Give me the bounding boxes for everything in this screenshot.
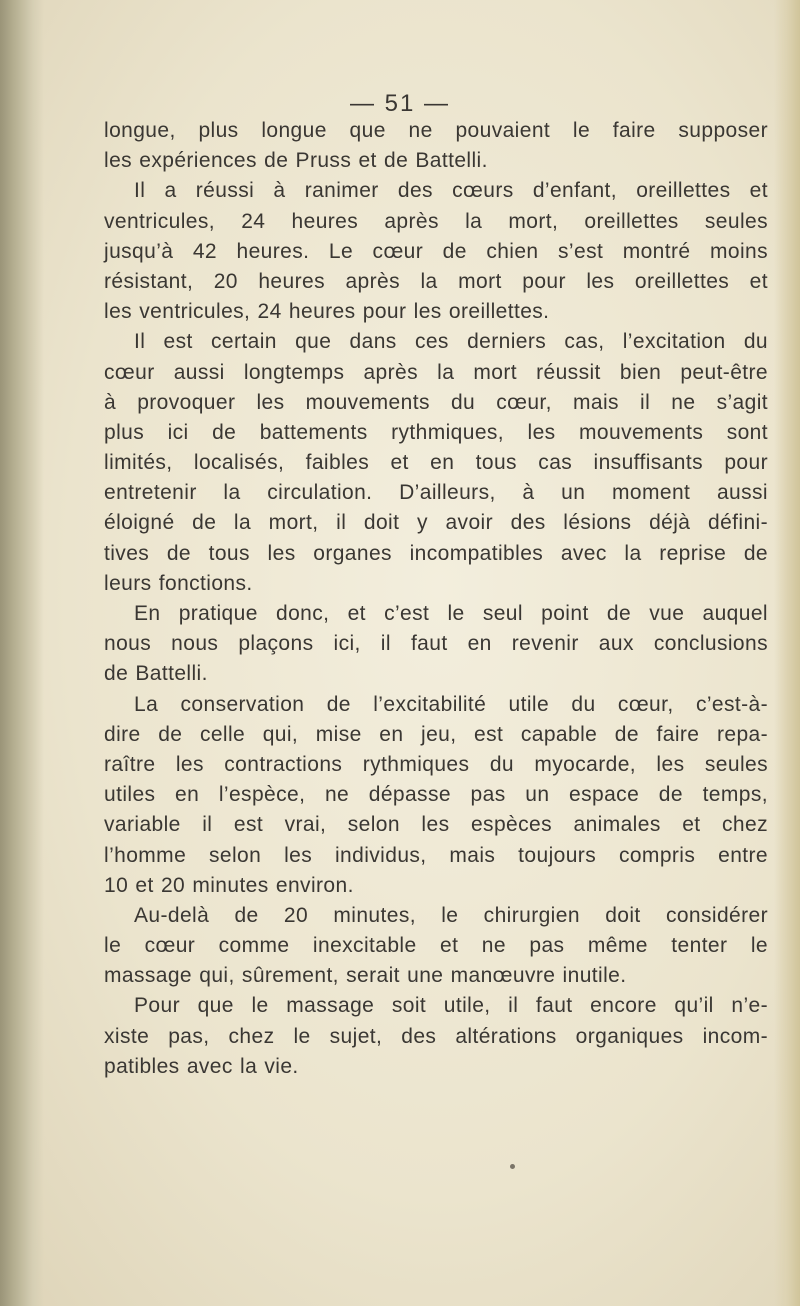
- text-line: jusqu’à 42 heures. Le cœur de chien s’est montré moins: [104, 239, 768, 263]
- text-line: patibles avec la vie.: [104, 1054, 299, 1078]
- text-line: cœur aussi longtemps après la mort réussit bien peut-être: [104, 360, 768, 384]
- page-number-header: — 51 —: [349, 90, 451, 117]
- body-text: [104, 116, 768, 1082]
- page-right-edge: [774, 0, 800, 1306]
- text-line: éloigné de la mort, il doit y avoir des lésions déjà défini-: [104, 511, 768, 535]
- text-line: tives de tous les organes incompatibles avec la reprise de: [104, 541, 768, 565]
- ink-speck: [510, 1164, 515, 1169]
- text-line: plus ici de battements rythmiques, les mouvements sont: [104, 420, 768, 444]
- text-line: Au-delà de 20 minutes, le chirurgien doit considérer: [134, 903, 768, 927]
- text-line: raître les contractions rythmiques du myocarde, les seules: [104, 752, 768, 776]
- page-binding-edge: [0, 0, 44, 1306]
- text-line: à provoquer les mouvements du cœur, mais il ne s’agit: [104, 390, 768, 414]
- text-line: l’homme selon les individus, mais toujours compris entre: [104, 843, 768, 867]
- text-line: longue, plus longue que ne pouvaient le faire supposer: [104, 119, 768, 142]
- text-line: entretenir la circulation. D’ailleurs, à un moment aussi: [104, 481, 768, 505]
- text-line: massage qui, sûrement, serait une manœuvre inutile.: [104, 964, 627, 988]
- text-line: variable il est vrai, selon les espèces animales et chez: [104, 813, 768, 837]
- text-line: La conservation de l’excitabilité utile du cœur, c’est-à-: [134, 692, 768, 716]
- text-line: les expériences de Pruss et de Battelli.: [104, 149, 488, 173]
- text-line: xiste pas, chez le sujet, des altérations organiques incom-: [104, 1024, 768, 1048]
- text-line: Pour que le massage soit utile, il faut encore qu’il n’e-: [134, 994, 768, 1018]
- text-line: les ventricules, 24 heures pour les oreillettes.: [104, 300, 550, 324]
- text-line: ventricules, 24 heures après la mort, oreillettes seules: [104, 209, 768, 233]
- text-line: le cœur comme inexcitable et ne pas même tenter le: [104, 934, 768, 958]
- text-line: de Battelli.: [104, 662, 208, 686]
- text-line: En pratique donc, et c’est le seul point de vue auquel: [134, 602, 768, 625]
- text-line: utiles en l’espèce, ne dépasse pas un espace de temps,: [104, 783, 768, 807]
- text-line: dire de celle qui, mise en jeu, est capable de faire repa-: [104, 722, 768, 746]
- text-line: Il a réussi à ranimer des cœurs d’enfant, oreillettes et: [134, 179, 768, 203]
- text-line: nous nous plaçons ici, il faut en revenir aux conclusions: [104, 632, 768, 656]
- text-line: Il est certain que dans ces derniers cas, l’excitation du: [134, 330, 768, 354]
- text-line: leurs fonctions.: [104, 571, 253, 595]
- text-line: limités, localisés, faibles et en tous cas insuffisants pour: [104, 451, 768, 475]
- text-line: 10 et 20 minutes environ.: [104, 873, 354, 897]
- text-line: résistant, 20 heures après la mort pour les oreillettes et: [104, 269, 768, 293]
